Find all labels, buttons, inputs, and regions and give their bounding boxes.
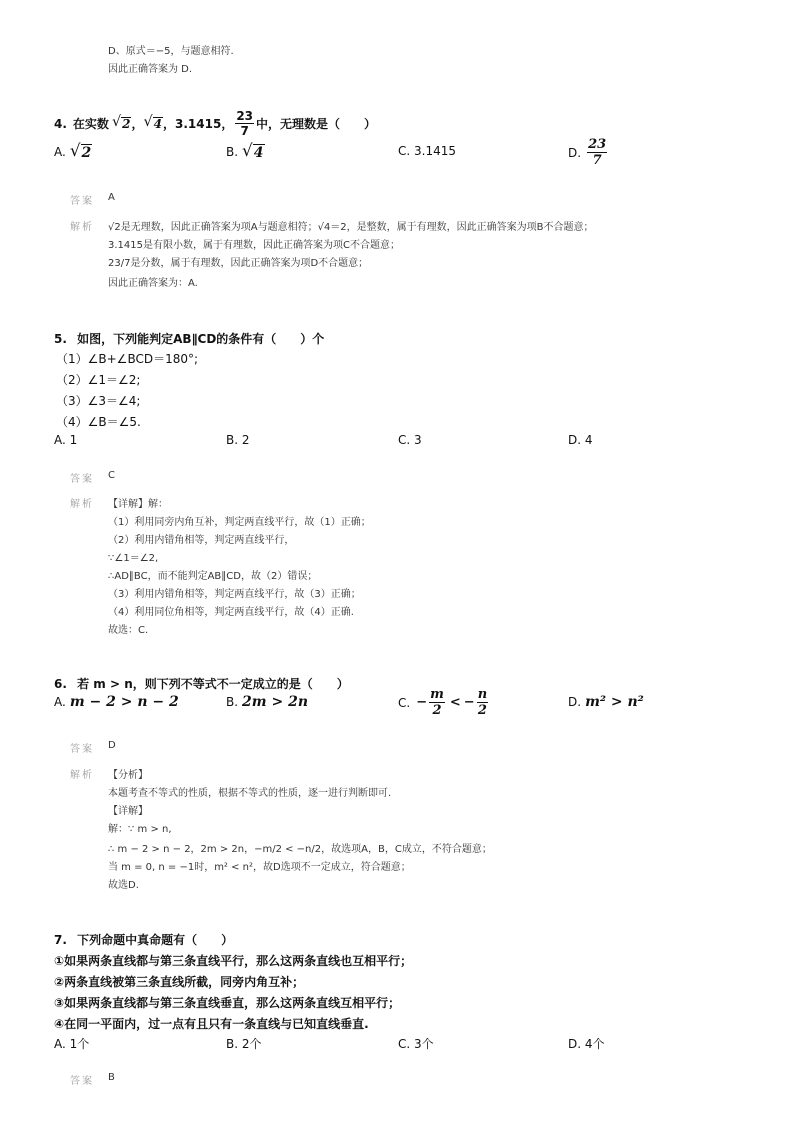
q4-sqrt4: √ 4 <box>143 114 163 132</box>
q7-answer-tag: 答案 <box>70 1076 94 1087</box>
q6-option-c-fraction-n: $\frac{n}{2}$ <box>477 687 488 718</box>
q4-option-d[interactable]: D. $\frac{23}{7}$ <box>568 137 607 168</box>
q6-option-b[interactable]: B. 2m > 2n <box>226 694 308 710</box>
q4-option-a[interactable]: A. √ 2 <box>54 140 92 161</box>
q5-condition-3: （3）∠3＝∠4; <box>56 394 141 408</box>
sqrt-icon: √ 2 <box>69 140 92 161</box>
q7-proposition-2: ②两条直线被第三条直线所截，同旁内角互补； <box>54 975 305 989</box>
q5-analysis-tag: 解析 <box>70 499 94 510</box>
q6-analysis-line-5: ∴ m − 2 > n − 2，2m > 2n，−m/2 < −n/2，故选项A，B，C成立，不符合题意； <box>108 844 492 855</box>
q5-option-a[interactable]: A. 1 <box>54 433 78 447</box>
q6-option-a[interactable]: A. m − 2 > n − 2 <box>54 694 179 710</box>
q5-answer-tag: 答案 <box>70 474 94 485</box>
q4-option-c[interactable]: C. 3.1415 <box>398 144 457 158</box>
q4-fraction: $\frac{23}{7}$ <box>236 109 254 138</box>
q4-stem-a: 在实数 <box>72 117 109 131</box>
q7-answer: B <box>108 1072 115 1083</box>
q6-analysis-line-2: 本题考查不等式的性质，根据不等式的性质，逐一进行判断即可. <box>108 788 392 799</box>
q6-stem: 6. 若 m > n，则下列不等式不一定成立的是（ ） <box>54 677 349 691</box>
q4-stem: 4. 在实数 √ 2 ， √ 4 ，3.1415， $\frac{23}{7}$ 中，无理数是（ ） <box>54 109 377 138</box>
q5-option-b[interactable]: B. 2 <box>226 433 250 447</box>
q4-analysis-line-4: 因此正确答案为：A. <box>108 278 198 289</box>
q5-condition-1: （1）∠B+∠BCD＝180°; <box>56 352 199 366</box>
q4-option-b[interactable]: B. √ 4 <box>226 140 264 161</box>
prev-conclusion-line: 因此正确答案为 D. <box>108 64 193 75</box>
q6-analysis-tag: 解析 <box>70 770 94 781</box>
q7-option-a[interactable]: A. 1个 <box>54 1037 90 1051</box>
q7-option-c[interactable]: C. 3个 <box>398 1037 434 1051</box>
q6-answer: D <box>108 740 116 751</box>
q5-analysis-line-8: 故选：C. <box>108 625 149 636</box>
q5-condition-4: （4）∠B＝∠5. <box>56 415 141 429</box>
q5-number: 5. <box>54 332 67 346</box>
q5-option-d[interactable]: D. 4 <box>568 433 593 447</box>
q7-proposition-1: ①如果两条直线都与第三条直线平行，那么这两条直线也互相平行； <box>54 954 413 968</box>
q6-analysis-line-4: 解：∵ m > n, <box>108 824 172 835</box>
q7-stem: 7. 下列命题中真命题有（ ） <box>54 933 234 947</box>
q5-analysis-line-7: （4）利用同位角相等，判定两直线平行，故（4）正确. <box>108 607 354 618</box>
q4-stem-c: ，3.1415， <box>163 117 234 131</box>
q6-option-c-fraction-m: $\frac{m}{2}$ <box>430 687 444 718</box>
q6-option-c[interactable]: C. − $\frac{m}{2}$ < − $\frac{n}{2}$ <box>398 687 488 718</box>
q5-analysis-line-4: ∵∠1＝∠2, <box>108 553 159 564</box>
q5-stem: 5. 如图，下列能判定AB∥CD的条件有（ ）个 <box>54 332 325 346</box>
sqrt-icon: √ 4 <box>242 140 264 161</box>
q4-stem-d: 中，无理数是（ ） <box>256 117 377 131</box>
q4-analysis-tag: 解析 <box>70 222 94 233</box>
prev-analysis-line: D、原式＝−5，与题意相符. <box>108 46 234 57</box>
q5-answer: C <box>108 470 115 481</box>
q7-proposition-3: ③如果两条直线都与第三条直线垂直，那么这两条直线互相平行； <box>54 996 401 1010</box>
q6-analysis-line-6: 当 m = 0, n = −1时，m² < n²，故D选项不一定成立，符合题意； <box>108 862 411 873</box>
q5-analysis-line-6: （3）利用内错角相等，判定两直线平行，故（3）正确； <box>108 589 361 600</box>
q4-option-d-fraction: $\frac{23}{7}$ <box>588 137 607 168</box>
q4-analysis-line-1: √2是无理数，因此正确答案为项A与题意相符；√4＝2，是整数，属于有理数，因此正确答案为项B不合题意； <box>108 222 594 233</box>
q5-option-c[interactable]: C. 3 <box>398 433 422 447</box>
q7-number: 7. <box>54 933 67 947</box>
q4-answer-tag: 答案 <box>70 196 94 207</box>
q4-analysis-line-3: 23/7是分数，属于有理数，因此正确答案为项D不合题意； <box>108 258 369 269</box>
q5-condition-2: （2）∠1＝∠2; <box>56 373 141 387</box>
q4-number: 4. <box>54 116 67 131</box>
q5-analysis-line-1: 【详解】解： <box>108 499 168 510</box>
q7-option-d[interactable]: D. 4个 <box>568 1037 605 1051</box>
q7-proposition-4: ④在同一平面内，过一点有且只有一条直线与已知直线垂直. <box>54 1017 369 1031</box>
q6-option-d[interactable]: D. m² > n² <box>568 694 644 710</box>
q6-analysis-line-7: 故选D. <box>108 880 139 891</box>
q6-answer-tag: 答案 <box>70 744 94 755</box>
q4-sqrt2: √ 2 <box>111 114 131 132</box>
q6-number: 6. <box>54 677 67 691</box>
q7-option-b[interactable]: B. 2个 <box>226 1037 262 1051</box>
q5-analysis-line-2: （1）利用同旁内角互补，判定两直线平行，故（1）正确； <box>108 517 371 528</box>
q4-answer: A <box>108 192 115 203</box>
q4-analysis-line-2: 3.1415是有限小数，属于有理数，因此正确答案为项C不合题意； <box>108 240 400 251</box>
q5-analysis-line-5: ∴AD∥BC，而不能判定AB∥CD，故（2）错误； <box>108 571 318 582</box>
q5-analysis-line-3: （2）利用内错角相等，判定两直线平行， <box>108 535 295 546</box>
q6-analysis-line-3: 【详解】 <box>108 806 148 817</box>
q6-analysis-line-1: 【分析】 <box>108 770 148 781</box>
